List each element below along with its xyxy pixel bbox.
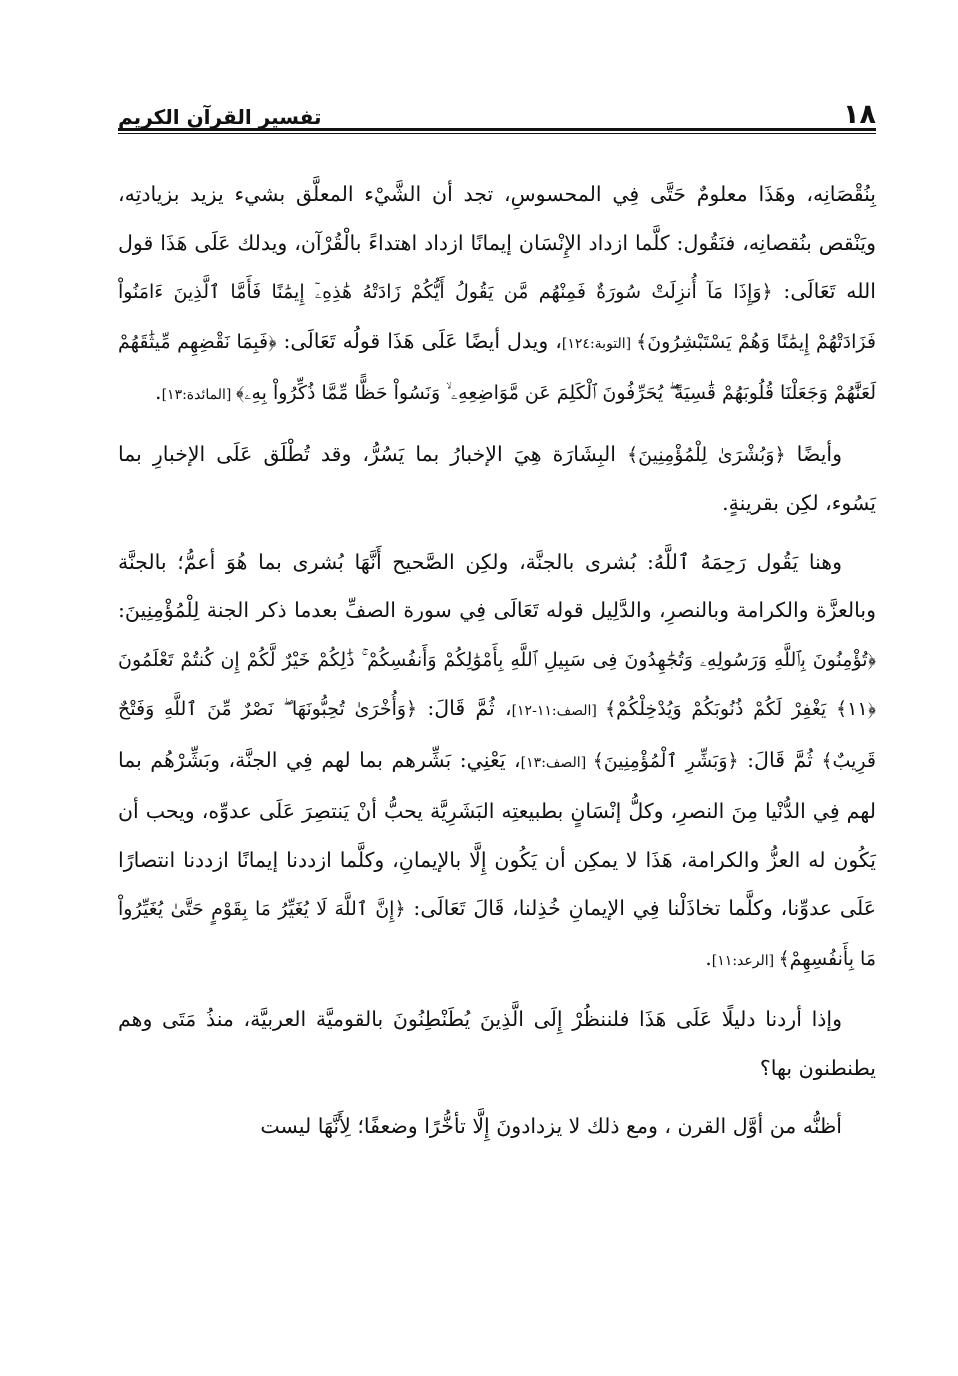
verse-reference: [المائدة:١٣] <box>161 387 236 403</box>
book-title: تفسير القرآن الكريم <box>118 105 322 129</box>
paragraph <box>118 1102 876 1151</box>
body-text: البِشَارَة هِيَ الإخبارُ بما يَسُرُّ، وقد تُطْلَق عَلَى الإخبارِ بما يَسُوء، لكِن بقرينةٍ. <box>118 441 876 515</box>
header-rule <box>118 128 876 131</box>
body-text: وأيضًا <box>785 441 843 466</box>
paragraph <box>118 430 876 528</box>
quran-verse: ﴿فَبِمَا نَقْضِهِم مِّيثَٰقَهُمْ لَعَنَّٰهُمْ وَجَعَلْنَا قُلُوبَهُمْ قَٰسِيَةً ۖ يُحَرِّفُونَ ٱلْكَلِمَ عَن مَّوَاضِعِهِۦ ۙ وَنَسُواْ حَظًّا مِّمَّا ذُكِّرُواْ بِهِۦ﴾ <box>118 330 876 404</box>
page-body <box>118 170 876 1161</box>
paragraph <box>118 995 876 1092</box>
paragraph <box>118 170 876 420</box>
quran-verse: ﴿تُؤْمِنُونَ بِٱللَّهِ وَرَسُولِهِۦ وَتُجَٰهِدُونَ فِى سَبِيلِ ٱللَّهِ بِأَمْوَٰلِكُمْ وَأَنفُسِكُمْ ۚ ذَٰلِكُمْ خَيْرٌ لَّكُمْ إِن كُنتُمْ تَعْلَمُونَ ﴿١١﴾ يَغْفِرْ لَكُمْ ذُنُوبَكُمْ وَيُدْخِلْكُمْ﴾ <box>118 648 876 720</box>
quran-verse: ﴿وَإِذَا مَآ أُنزِلَتْ سُورَةٌ فَمِنْهُم مَّن يَقُولُ أَيُّكُمْ زَادَتْهُ هَٰذِهِۦٓ إِيمَٰنًا فَأَمَّا ٱلَّذِينَ ءَامَنُواْ فَزَادَتْهُمْ إِيمَٰنًا وَهُمْ يَسْتَبْشِرُونَ﴾ <box>118 281 876 353</box>
verse-reference: [التوبة:١٢٤] <box>561 335 637 352</box>
body-text: . <box>705 945 712 970</box>
quran-verse: ﴿إِنَّ ٱللَّهَ لَا يُغَيِّرُ مَا بِقَوْمٍ حَتَّىٰ يُغَيِّرُواْ مَا بِأَنفُسِهِمْ﴾ <box>118 898 876 970</box>
verse-reference: [الصف:١١-١٢] <box>511 703 605 719</box>
verse-reference: [الرعد:١١] <box>711 952 779 969</box>
paragraph <box>118 538 876 986</box>
quran-verse: ﴿وَبَشِّرِ ٱلْمُؤْمِنِينَ﴾ <box>592 749 739 772</box>
body-text: أظنُّه من أوَّل القرن ، ومع ذلك لا يزدادونَ إِلَّا تأخُّرًا وضعفًا؛ لِأَنَّهَا ليست <box>260 1114 842 1138</box>
quran-verse: ﴿وَبُشْرَىٰ لِلْمُؤْمِنِينَ﴾ <box>627 443 786 466</box>
page-header <box>118 86 876 130</box>
body-text: وهنا يَقُول رَحِمَهُ ٱللَّهُ: بُشرى بالجنَّة، ولكِن الصَّحيح أَنَّهَا بُشرى بما هُوَ أعمُّ؛ بالجنَّة وبالعزَّة والكرامة وبالنصرِ، والدَّلِيل قوله تَعَالَى فِي سورة الصفِّ بعدما ذكر الجنة لِلْمُؤْمِنِينَ: <box>118 549 876 622</box>
verse-reference: [الصف:١٣] <box>520 754 593 771</box>
quran-verse: ﴿وَأُخْرَىٰ تُحِبُّونَهَا ۖ نَصْرٌ مِّنَ ٱللَّهِ وَفَتْحٌ قَرِيبٌ﴾ <box>118 698 877 772</box>
body-text: ، يَعْنِي: بَشِّرهم بما لهم فِي الجنَّة، وبَشِّرْهُم بما لهم فِي الدُّنْيا مِنَ النصرِ، وكلُّ إنْسَانٍ بطبيعتِه البَشَرِيَّة يحبُّ أنْ يَنتصِرَ عَلَى عدوِّه، ويحب أن يَكُون له العزُّ والكرامة، هَذَا لا يمكِن أن يَكُون إِلَّا بالإيمانِ، وكلَّما ازددنا إيمانًا ازددنا انتصارًا عَلَى عدوِّنا، وكلَّما تخاذَلْنا فِي الإيمانِ خُذِلنا، قَالَ تَعَالَى: <box>118 747 876 920</box>
body-text: . <box>155 380 162 404</box>
body-text: ، ويدل أيضًا عَلَى هَذَا قولُه تَعَالَى: <box>276 328 562 353</box>
body-text: وإذا أردنا دليلًا عَلَى هَذَا فلننظُرْ إِلَى الَّذِينَ يُطَنْطِنُونَ بالقوميَّة العربيَّة، منذُ مَتَى وهم يطنطنون بها؟ <box>118 1007 876 1080</box>
body-text: بِنُقْصَانِه، وهَذَا معلومٌ حَتَّى فِي المحسوسِ، تجد أن الشَّيْء المعلَّق بشيء يزيد بزيادتِه، ويَنْقص بنُقصانِه، فنَقُول: كلَّما ازداد الإِنْسَان إيمانًا ازداد اهتداءً بالْقُرْآن، ويدلك عَلَى هَذَا قول الله تَعَالَى: <box>118 182 876 303</box>
body-text: ثُمَّ قَالَ: <box>738 747 822 772</box>
page-number: ١٨ <box>843 99 876 130</box>
header-rule-thin <box>118 133 876 134</box>
body-text: ، ثُمَّ قَالَ: <box>417 696 512 720</box>
